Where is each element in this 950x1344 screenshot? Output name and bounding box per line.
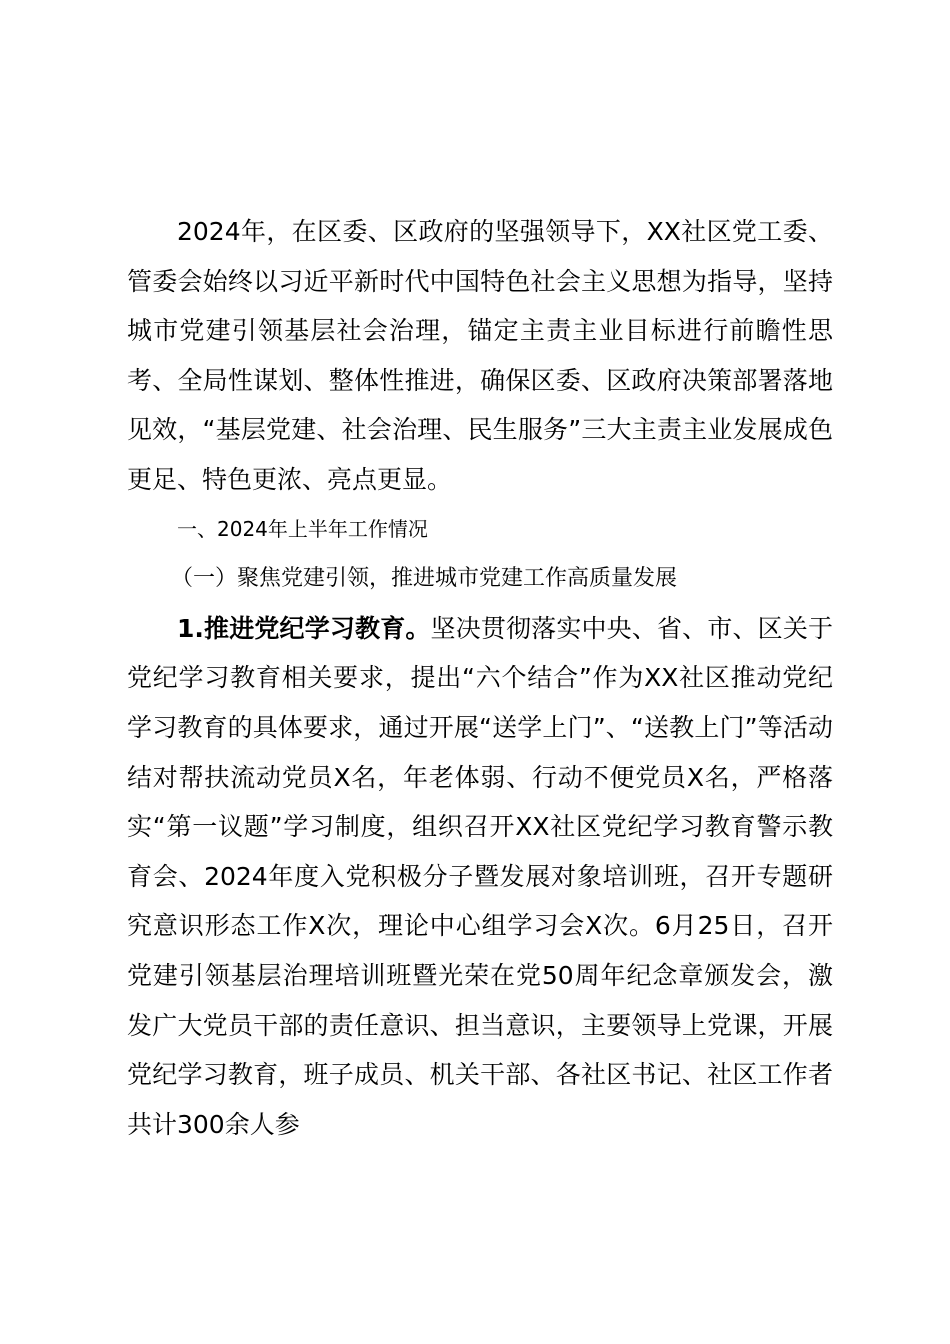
section-heading: 一、2024年上半年工作情况 xyxy=(177,516,428,541)
intro-paragraph: 2024年，在区委、区政府的坚强领导下，XX社区党工委、管委会始终以习近平新时代中国特色社会主义思想为指导，坚持城市党建引领基层社会治理，锚定主责主业目标进行前瞻性思考、全局性谋划、整体性推进，确保区委、区政府决策部署落地见效，“基层党建、社会治理、民生服务”三大主责主业发展成色更足、特色更浓、亮点更显。 xyxy=(127,217,833,494)
document-page xyxy=(127,207,833,1149)
item-paragraph xyxy=(127,604,833,1150)
item-lead: 1.推进党纪学习教育。 xyxy=(177,613,431,643)
subsection-heading: （一）聚焦党建引领，推进城市党建工作高质量发展 xyxy=(171,566,678,592)
item-body: 坚决贯彻落实中央、省、市、区关于党纪学习教育相关要求，提出“六个结合”作为XX社区推动党纪学习教育的具体要求，通过开展“送学上门”、“送教上门”等活动结对帮扶流动党员X名，年老体弱、行动不便党员X名，严格落实“第一议题”学习制度，组织召开XX社区党纪学习教育警示教育会、2024年度入党积极分子暨发展对象培训班，召开专题研究意识形态工作X次，理论中心组学习会X次。6月25日，召开党建引领基层治理培训班暨光荣在党50周年纪念章颁发会，激发广大党员干部的责任意识、担当意识，主要领导上党课，开展党纪学习教育，班子成员、机关干部、各社区书记、社区工作者共计300余人参 xyxy=(127,613,833,1139)
